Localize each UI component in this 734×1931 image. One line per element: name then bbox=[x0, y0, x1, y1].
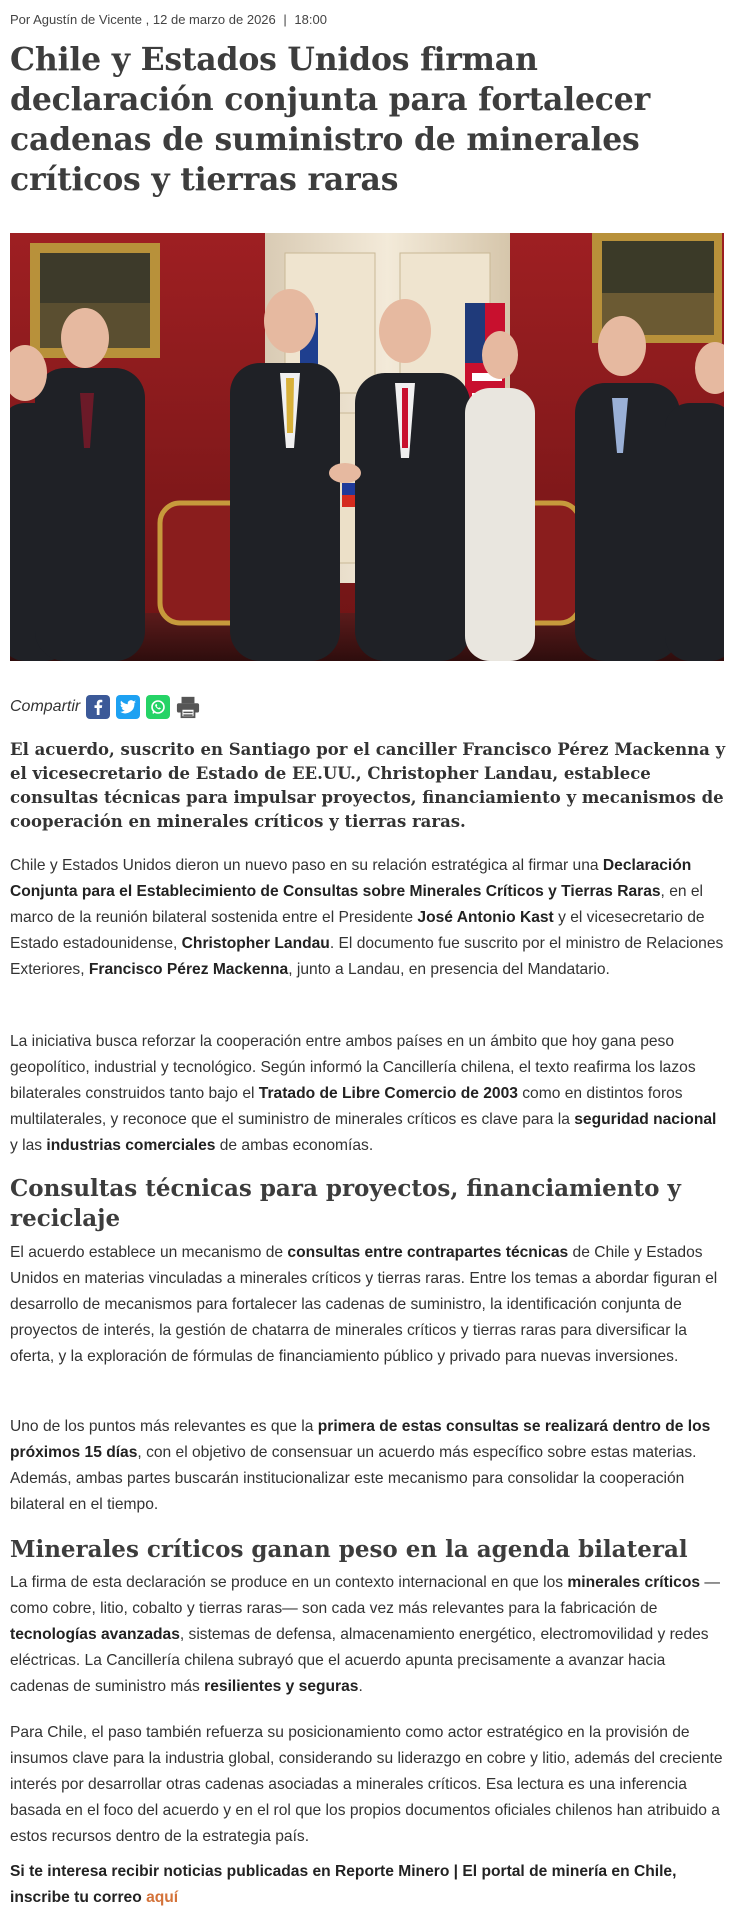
publish-time: 18:00 bbox=[294, 12, 327, 27]
bold-text: Christopher Landau bbox=[181, 935, 330, 952]
paragraph-text: . bbox=[358, 1678, 363, 1695]
section-heading-minerales: Minerales críticos ganan peso en la agenda bilateral bbox=[10, 1536, 688, 1563]
byline-separator: | bbox=[283, 12, 287, 27]
bold-text: industrias comerciales bbox=[46, 1137, 216, 1154]
bold-text: Francisco Pérez Mackenna bbox=[88, 961, 289, 978]
paragraph-text: y el vicesecretario de Estado estadounidense, bbox=[10, 909, 705, 952]
bold-text: resilientes y seguras bbox=[204, 1678, 359, 1695]
byline bbox=[10, 12, 327, 27]
subscribe-link[interactable]: aquí bbox=[146, 1889, 179, 1906]
paragraph-text: , sistemas de defensa, almacenamiento energético, electromovilidad y redes eléctricas. La Cancillería chilena subrayó que el acuerdo apunta precisamente a avanzar hacia cadenas de suministro más bbox=[10, 1626, 709, 1695]
byline-separator: , bbox=[145, 12, 153, 27]
twitter-icon[interactable] bbox=[116, 695, 140, 719]
paragraph-text: Chile y Estados Unidos dieron un nuevo paso en su relación estratégica al firmar una bbox=[10, 857, 603, 874]
bold-text: tecnologías avanzadas bbox=[10, 1626, 180, 1643]
article-hero-photo bbox=[10, 233, 724, 661]
cta-text: Si te interesa recibir noticias publicadas en Reporte Minero | El portal de minería en Chile, inscribe tu correo bbox=[10, 1863, 677, 1906]
bold-text: seguridad nacional bbox=[574, 1111, 717, 1128]
article-title: Chile y Estados Unidos firman declaración conjunta para fortalecer cadenas de suministro de minerales críticos y tierras raras bbox=[10, 41, 651, 198]
paragraph-text: de Chile y Estados Unidos en materias vinculadas a minerales críticos y tierras raras. Entre los temas a abordar figuran el desarrollo de mecanismos para fortalecer las cadenas de suministro, la identificación conjunta de proyectos de interés, la gestión de chatarra de minerales críticos y tierras raras para diversificar la oferta, y la exploración de fórmulas de financiamiento público y privado para nuevas inversiones. bbox=[10, 1244, 718, 1365]
paragraph-5 bbox=[10, 1570, 726, 1700]
paragraph-2 bbox=[10, 1029, 726, 1159]
print-icon[interactable] bbox=[176, 695, 200, 719]
bold-text: minerales críticos bbox=[567, 1574, 701, 1591]
paragraph-text: , en el marco de la reunión bilateral sostenida entre el Presidente bbox=[10, 883, 704, 926]
whatsapp-icon[interactable] bbox=[146, 695, 170, 719]
bold-text: José Antonio Kast bbox=[417, 909, 554, 926]
paragraph-text: como en distintos foros multilaterales, y reconoce que el suministro de minerales críticos es clave para la bbox=[10, 1085, 683, 1128]
section-heading-consultas: Consultas técnicas para proyectos, financiamiento y reciclaje bbox=[10, 1175, 681, 1232]
paragraph-text: —como cobre, litio, cobalto y tierras raras— son cada vez más relevantes para la fabricación de bbox=[10, 1574, 720, 1617]
publish-date: 12 de marzo de 2026 bbox=[152, 12, 276, 27]
share-label: Compartir bbox=[10, 698, 81, 715]
author-name: Por Agustín de Vicente bbox=[10, 12, 143, 27]
facebook-icon[interactable] bbox=[86, 695, 110, 719]
paragraph-4 bbox=[10, 1414, 726, 1518]
paragraph-text: y las bbox=[10, 1137, 47, 1154]
paragraph-1 bbox=[10, 853, 726, 983]
paragraph-text: , junto a Landau, en presencia del Mandatario. bbox=[288, 961, 610, 978]
photo-illustration bbox=[10, 233, 724, 661]
paragraph-text: de ambas economías. bbox=[215, 1137, 374, 1154]
bold-text: consultas entre contrapartes técnicas bbox=[287, 1244, 569, 1261]
share-bar bbox=[10, 693, 206, 721]
paragraph-text: La firma de esta declaración se produce en un contexto internacional en que los bbox=[10, 1574, 568, 1591]
article-lede: El acuerdo, suscrito en Santiago por el canciller Francisco Pérez Mackenna y el vicesecretario de Estado de EE.UU., Christopher Landau, establece consultas técnicas para impulsar proyectos, financiamiento y mecanismos de cooperación en minerales críticos y tierras raras. bbox=[10, 740, 726, 831]
paragraph-text: , con el objetivo de consensuar un acuerdo más específico sobre estas materias. Además, ambas partes buscarán institucionalizar este mecanismo para consolidar la cooperación bilateral en el tiempo. bbox=[10, 1444, 697, 1513]
bold-text: primera de estas consultas se realizará dentro de los próximos 15 días bbox=[10, 1418, 711, 1461]
bold-text: Declaración Conjunta para el Establecimiento de Consultas sobre Minerales Críticos y Tierras Raras bbox=[10, 857, 692, 900]
paragraph-6: Para Chile, el paso también refuerza su posicionamiento como actor estratégico en la provisión de insumos clave para la industria global, considerando su liderazgo en cobre y litio, además del creciente interés por desarrollar otras cadenas asociadas a minerales críticos. Esa lectura es una inferencia basada en el foco del acuerdo y en el rol que los propios documentos oficiales chilenos han atribuido a estos recursos dentro de la estrategia país. bbox=[10, 1724, 723, 1845]
paragraph-3 bbox=[10, 1240, 726, 1370]
paragraph-text: . El documento fue suscrito por el ministro de Relaciones Exteriores, bbox=[10, 935, 724, 978]
paragraph-text: La iniciativa busca reforzar la cooperación entre ambos países en un ámbito que hoy gana peso geopolítico, industrial y tecnológico. Según informó la Cancillería chilena, el texto reafirma los lazos bilaterales construidos tanto bajo el bbox=[10, 1033, 696, 1102]
paragraph-text: Uno de los puntos más relevantes es que la bbox=[10, 1418, 318, 1435]
paragraph-text: El acuerdo establece un mecanismo de bbox=[10, 1244, 288, 1261]
bold-text: Tratado de Libre Comercio de 2003 bbox=[258, 1085, 518, 1102]
newsletter-cta bbox=[10, 1859, 726, 1911]
